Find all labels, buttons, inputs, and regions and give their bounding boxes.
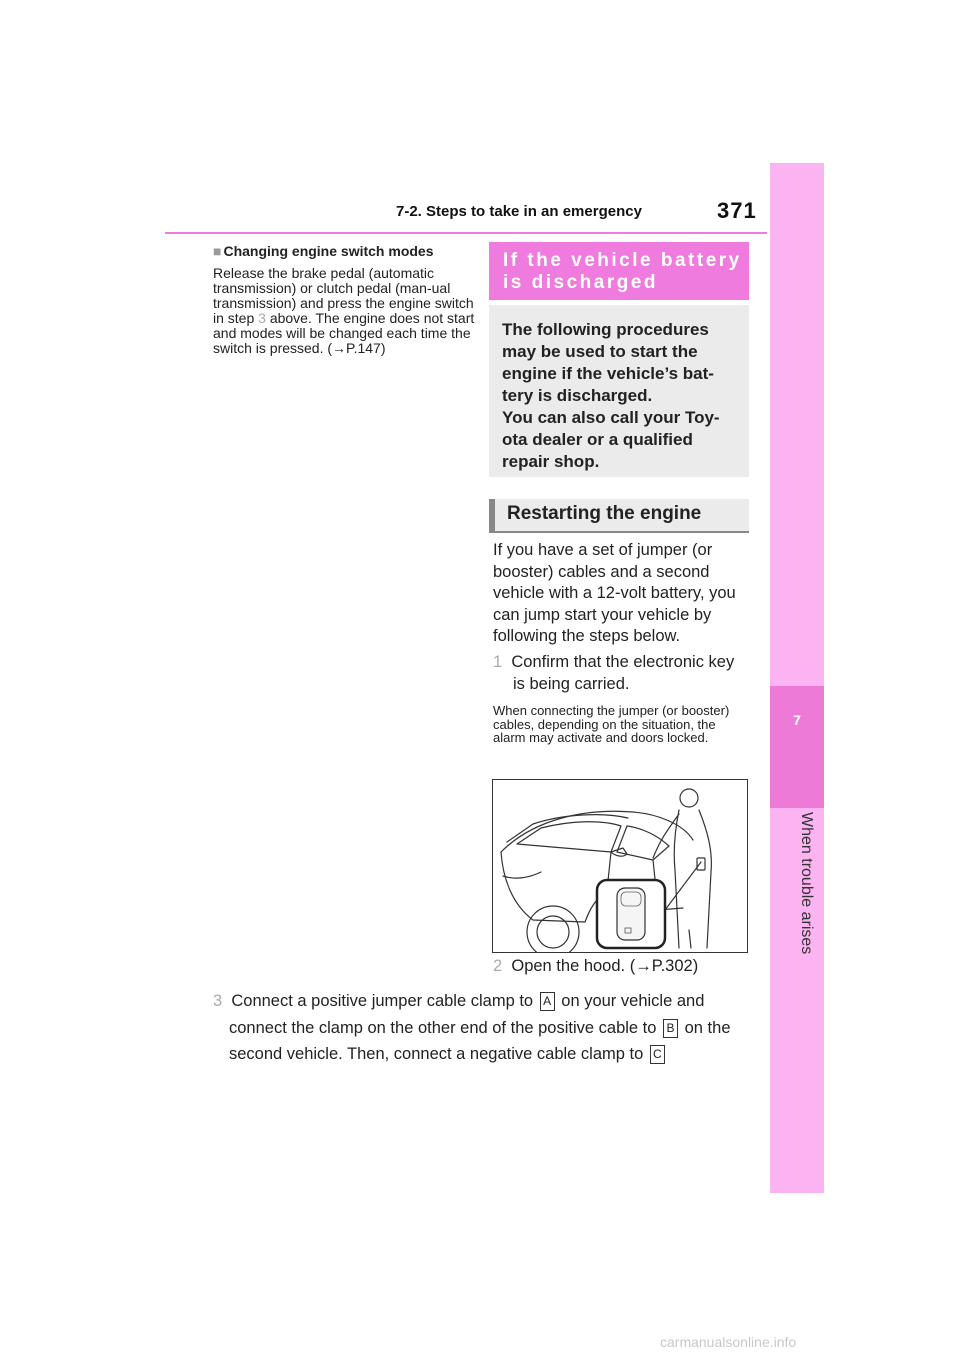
step-reference: 3: [258, 310, 266, 326]
jump-start-paragraph: If you have a set of jumper (or booster) cables and a second vehicle with a 12-volt battery, you can jump start your vehicle by following the steps below.: [493, 541, 736, 645]
step-number: 1: [493, 653, 503, 671]
arrow-icon: →: [332, 340, 347, 356]
side-tab: [770, 163, 824, 1193]
subheading: [213, 243, 434, 259]
chapter-title-tab: [770, 812, 824, 972]
page-reference-link[interactable]: P.147): [346, 340, 386, 356]
chapter-tab[interactable]: [770, 686, 824, 808]
header-divider: [165, 232, 767, 234]
step-1-text: Confirm that the electronic key is being carried.: [511, 653, 735, 693]
car-and-person-icon: [493, 780, 747, 952]
step-3-text-a: Connect a positive jumper cable clamp to: [231, 992, 538, 1010]
step-number: 3: [213, 992, 223, 1010]
subheading-text: Changing engine switch modes: [223, 243, 434, 259]
section-band-title: If the vehicle battery is discharged: [503, 250, 742, 293]
restart-heading: [489, 499, 749, 532]
square-bullet-icon: ■: [213, 243, 222, 259]
step-3-text-c: on the second vehicle. Then, connect a negative cable clamp to: [229, 1018, 731, 1063]
label-c-badge: C: [650, 1045, 665, 1064]
intro-text: The following procedures may be used to start the engine if the vehicle’s bat-tery is discharged. You can also call your Toy-ota dealer or a qualified repair shop.: [502, 320, 720, 471]
heading-underline: [489, 531, 749, 533]
step-2: [493, 957, 698, 976]
page-reference-link[interactable]: P.302): [651, 957, 699, 975]
label-a-badge: A: [540, 992, 555, 1011]
arrow-icon: →: [635, 957, 652, 975]
intro-box: [489, 305, 749, 477]
chapter-number: 7: [793, 712, 801, 728]
step-note: When connecting the jumper (or booster) cables, depending on the situation, the alarm may activate and doors locked.: [493, 703, 730, 745]
section-band: [489, 242, 749, 300]
step-3: [213, 988, 753, 1068]
step-3-text-b: on your vehicle and connect the clamp on the other end of the positive cable to: [229, 992, 705, 1037]
step-2-text: Open the hood. (: [511, 957, 636, 975]
body-text: Release the brake pedal (automatic transmission) or clutch pedal (man-ual transmission) and press the engine switch in step: [213, 265, 474, 326]
restart-heading-text: Restarting the engine: [507, 503, 702, 524]
section-title: 7-2. Steps to take in an emergency: [396, 203, 642, 220]
step-number: 2: [493, 957, 503, 975]
engine-switch-modes-text: [213, 266, 475, 356]
body-text-cont: above. The engine does not start and modes will be changed each time the switch is pressed. (: [213, 310, 475, 356]
step-1: [493, 652, 749, 695]
page-number: 371: [717, 198, 757, 223]
label-b-badge: B: [663, 1019, 678, 1038]
electronic-key-illustration: [492, 779, 748, 953]
watermark: carmanualsonline.info: [660, 1334, 797, 1350]
chapter-title: When trouble arises: [798, 812, 815, 955]
